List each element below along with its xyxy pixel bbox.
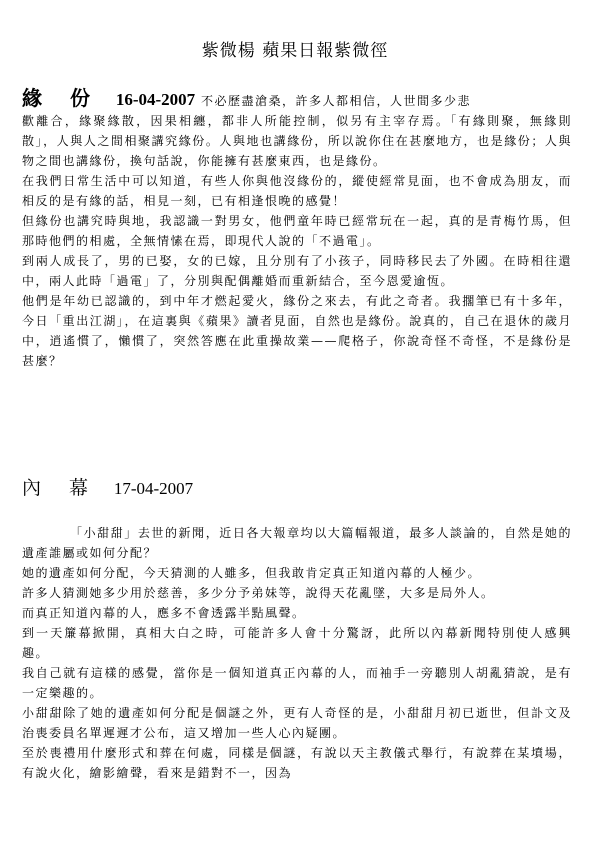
- article-paragraph: 但緣份也講究時與地，我認識一對男女，他們童年時已經常玩在一起，真的是青梅竹馬，但那時他們的相處，全無情愫在焉，即現代人說的「不過電」。: [22, 214, 572, 248]
- article-paragraph: 小甜甜除了她的遺產如何分配是個謎之外，更有人奇怪的是，小甜甜月初已逝世，但訃文及治喪委員名單遲遲才公布，這又增加一些人心內疑團。: [22, 706, 572, 740]
- document-title: 紫微楊 蘋果日報紫微徑: [201, 41, 389, 61]
- article-paragraph: 而真正知道內幕的人，應多不會透露半點風聲。: [22, 606, 306, 620]
- article-paragraph: 到一天簾幕掀開，真相大白之時，可能許多人會十分驚訝，此所以內幕新聞特別使人感興趣。: [22, 626, 572, 660]
- article-neimu: [22, 475, 572, 783]
- article-paragraph: 到兩人成長了，男的已娶，女的已嫁，且分別有了小孩子，同時移民去了外國。在時相往還中，兩人此時「過電」了，分別與配偶離婚而重新結合，至今恩愛逾恆。: [22, 254, 572, 288]
- article-paragraph: 許多人猜測她多少用於慈善，多少分予弟妹等，說得天花亂墜，大多是局外人。: [22, 586, 495, 600]
- article-intro: 不必歷盡滄桑，許多人都相信，人世間多少悲: [200, 94, 471, 108]
- article-date: 17-04-2007: [113, 479, 194, 498]
- article-yuanfen: [22, 88, 572, 371]
- article-heading-row: [22, 475, 572, 503]
- article-heading: 內幕: [22, 477, 117, 499]
- article-paragraph: 歡離合，緣聚緣散，因果相纏，都非人所能控制，似另有主宰存焉。「有緣則聚，無緣則散」，人與人之間相聚講究緣份。人與地也講緣份，所以說你住在甚麼地方，也是緣份；人與物之間也講緣份，換句話說，你能擁有甚麼東西，也是緣份。: [22, 114, 572, 168]
- article-heading: 緣份: [22, 86, 118, 110]
- article-paragraph: 她的遺產如何分配，今天猜測的人雖多，但我敢肯定真正知道內幕的人極少。: [22, 566, 482, 580]
- article-paragraph: 他們是年幼已認識的，到中年才燃起愛火，緣份之來去，有此之奇者。我擱筆已有十多年，今日「重出江湖」，在這裏與《蘋果》讀者見面，自然也是緣份。說真的，自己在退休的歲月中，逍遙慣了，懶慣了，突然答應在此重操故業——爬格子，你說奇怪不奇怪，不是緣份是甚麼？: [22, 294, 572, 368]
- article-paragraph: 在我們日常生活中可以知道，有些人你與他沒緣份的，縱使經常見面，也不會成為朋友，而相反的是有緣的話，相見一刻，已有相逢恨晚的感覺！: [22, 174, 572, 208]
- article-paragraph: 「小甜甜」去世的新聞，近日各大報章均以大篇幅報道，最多人談論的，自然是她的遺產誰屬或如何分配？: [22, 526, 572, 560]
- article-paragraph: 我自己就有這樣的感覺，當你是一個知道真正內幕的人，而袖手一旁聽別人胡亂猜說，是有一定樂趣的。: [22, 666, 572, 700]
- article-date: 16-04-2007: [115, 90, 196, 109]
- article-heading-row: [22, 88, 572, 111]
- article-paragraph: 至於喪禮用什麼形式和葬在何處，同樣是個謎，有說以天主教儀式舉行，有說葬在某墳場，有說火化，繪影繪聲，看來是錯對不一，因為: [22, 746, 572, 780]
